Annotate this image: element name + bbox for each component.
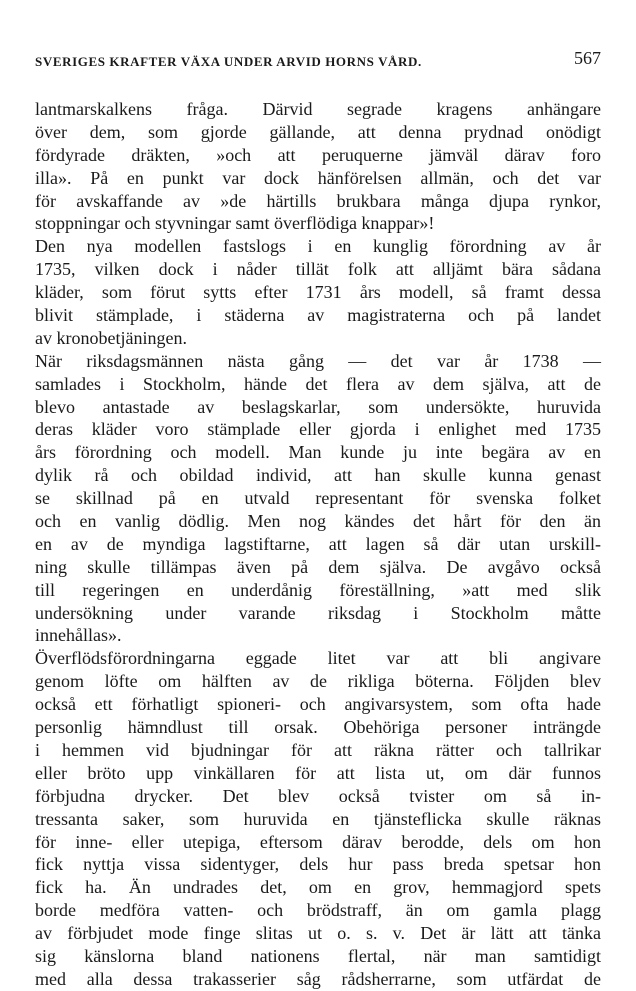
body-text (35, 98, 601, 991)
text-line: Den nya modellen fastslogs i en kunglig förordning av år (35, 236, 601, 257)
text-line: fick nyttja vissa sidentyger, dels hur pass breda spetsar hon (35, 854, 601, 875)
text-line: till regeringen en underdånig föreställning, »att med slik (35, 579, 601, 600)
paragraph-end-line: av kronobetjäningen. (35, 327, 187, 348)
page-number: 567 (574, 48, 601, 68)
text-line: tressanta saker, som huruvida en tjänsteflicka skulle räknas (35, 808, 601, 829)
text-line: fördyrade dräkten, »och att peruquerne jämväl därav foro (35, 144, 601, 165)
text-line: lantmarskalkens fråga. Därvid segrade kragens anhängare (35, 99, 601, 119)
text-line: När riksdagsmännen nästa gång — det var år 1738 — (35, 350, 601, 371)
text-line: också ett förhatligt spioneri- och angivarsystem, som ofta hade (35, 694, 601, 715)
text-line: fick ha. Än undrades det, om en grov, hemmagjord spets (35, 877, 601, 898)
running-head (35, 44, 601, 80)
text-line: eller bröto upp vinkällaren för att lista ut, om där funnos (35, 762, 601, 783)
text-line: se skillnad på en utvald representant för svenska folket (35, 488, 601, 509)
text-line: 1735, vilken dock i nåder tillät folk att alljämt bära sådana (35, 259, 601, 280)
text-line: genom löfte om hälften av de rikliga böterna. Följden blev (35, 671, 601, 692)
text-line: personlig hämndlust till orsak. Obehöriga personer inträngde (35, 717, 601, 738)
paragraph-end-line: innehållas». (35, 625, 122, 646)
book-page (35, 44, 601, 991)
text-line: samlades i Stockholm, hände det flera av dem själva, att de (35, 373, 601, 394)
text-line: med alla dessa trakasserier såg rådsherrarne, som utfärdat de (35, 968, 601, 989)
text-line: Överflödsförordningarna eggade litet var att bli angivare (35, 648, 601, 669)
text-line: över dem, som gjorde gällande, att denna prydnad onödigt (35, 121, 601, 142)
running-title: SVERIGES KRAFTER VÄXA UNDER ARVID HORNS VÅRD. (35, 54, 422, 69)
text-line: kläder, som förut sytts efter 1731 års modell, så framt dessa (35, 282, 601, 303)
text-line: ning skulle tillämpas även på dem själva. De avgåvo också (35, 556, 601, 577)
text-line: i hemmen vid bjudningar för att räkna rätter och tallrikar (35, 739, 601, 760)
text-line: illa». På en punkt var dock hänförelsen allmän, och det var (35, 167, 601, 188)
text-line: dylik rå och obildad individ, att han skulle kunna genast (35, 465, 601, 486)
text-line: för avskaffande av »de härtills brukbara många djupa rynkor, (35, 190, 601, 211)
text-line: en av de myndiga lagstiftarne, att lagen så där utan urskill- (35, 533, 601, 554)
text-line: blivit stämplade, i städerna av magistraterna och på landet (35, 305, 601, 326)
text-line: undersökning under varande riksdag i Stockholm måtte (35, 602, 601, 623)
text-line: deras kläder voro stämplade eller gjorda i enlighet med 1735 (35, 419, 601, 440)
text-line: sig känslorna bland nationens flertal, när man samtidigt (35, 945, 601, 966)
text-line: för inne- eller utepiga, eftersom därav berodde, dels om hon (35, 831, 601, 852)
text-line: av förbjudet mode finge slitas ut o. s. v. Det är lätt att tänka (35, 923, 601, 944)
text-line: förbjudna drycker. Det blev också tvister om så in- (35, 785, 601, 806)
text-line: och en vanlig dödlig. Men nog kändes det hårt för den än (35, 511, 601, 532)
text-line: års förordning och modell. Man kunde ju inte begära av en (35, 442, 601, 463)
text-line: blevo antastade av beslagskarlar, som undersökte, huruvida (35, 396, 601, 417)
text-line: borde medföra vatten- och brödstraff, än om gamla plagg (35, 900, 601, 921)
paragraph-end-line: stoppningar och styvningar samt överflödiga knappar»! (35, 213, 435, 234)
